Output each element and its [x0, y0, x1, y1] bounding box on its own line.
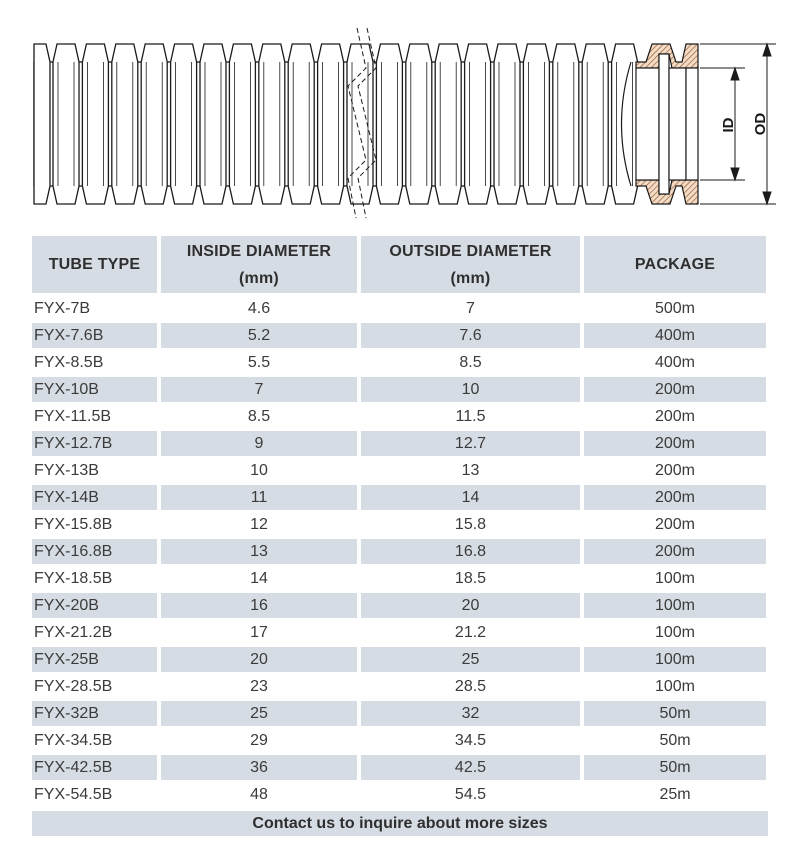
tube-type-cell: FYX-25B — [32, 647, 157, 672]
tube-type-cell: FYX-54.5B — [34, 786, 113, 803]
outside-diameter-cell: 8.5 — [459, 354, 482, 371]
inside-diameter-cell: 16 — [161, 593, 357, 618]
header-outside-diameter — [361, 236, 580, 293]
inside-diameter-cell: 10 — [250, 462, 268, 479]
inside-diameter-cell: 9 — [161, 431, 357, 456]
table-row — [32, 512, 768, 537]
tube-type-cell: FYX-16.8B — [32, 539, 157, 564]
table-row — [32, 323, 768, 348]
inside-diameter-cell: 29 — [250, 732, 268, 749]
arrow-down-icon — [731, 168, 739, 180]
table-row — [32, 782, 768, 807]
id-label: ID — [720, 117, 737, 133]
table-row — [32, 458, 768, 483]
package-cell: 200m — [584, 377, 766, 402]
package-cell: 400m — [584, 323, 766, 348]
corrugated-tube-diagram — [0, 0, 790, 230]
package-cell: 200m — [654, 516, 696, 533]
outside-diameter-cell: 21.2 — [454, 624, 487, 641]
inside-diameter-cell: 5.5 — [247, 354, 271, 371]
inside-diameter-cell: 48 — [250, 786, 268, 803]
tube-type-cell: FYX-10B — [32, 377, 157, 402]
outside-diameter-cell: 7.6 — [361, 323, 580, 348]
inside-diameter-cell: 5.2 — [161, 323, 357, 348]
package-cell: 400m — [654, 354, 696, 371]
arrow-up-icon — [731, 68, 739, 80]
tube-type-cell: FYX-21.2B — [34, 624, 113, 641]
package-cell: 100m — [584, 647, 766, 672]
tube-type-cell: FYX-7B — [34, 300, 91, 317]
header-package — [584, 236, 766, 293]
inside-diameter-cell: 7 — [161, 377, 357, 402]
header-label: PACKAGE — [634, 256, 716, 273]
table-row — [32, 593, 768, 618]
contact-footer: Contact us to inquire about more sizes — [32, 811, 768, 836]
header-label: TUBE TYPE — [48, 256, 141, 273]
tube-type-cell: FYX-28.5B — [34, 678, 113, 695]
table-row — [32, 350, 768, 375]
package-cell: 50m — [659, 732, 691, 749]
table-row — [32, 404, 768, 429]
tube-type-cell: FYX-14B — [32, 485, 157, 510]
package-cell: 100m — [584, 593, 766, 618]
table-row — [32, 647, 768, 672]
header-label: INSIDE DIAMETER — [186, 242, 332, 260]
tube-type-cell: FYX-42.5B — [32, 755, 157, 780]
inside-diameter-cell: 25 — [161, 701, 357, 726]
header-label: OUTSIDE DIAMETER — [389, 242, 552, 260]
package-cell: 100m — [654, 678, 696, 695]
outside-diameter-cell: 34.5 — [454, 732, 487, 749]
package-cell: 50m — [584, 701, 766, 726]
tube-type-cell: FYX-11.5B — [34, 408, 112, 425]
arrow-up-icon — [763, 44, 771, 56]
arrow-down-icon — [763, 192, 771, 204]
table-row — [32, 701, 768, 726]
package-cell: 25m — [659, 786, 691, 803]
tube-type-cell: FYX-34.5B — [34, 732, 113, 749]
table-row — [32, 485, 768, 510]
tube-type-cell: FYX-7.6B — [32, 323, 157, 348]
table-row — [32, 377, 768, 402]
tube-type-cell: FYX-20B — [32, 593, 157, 618]
outside-diameter-cell: 15.8 — [454, 516, 487, 533]
table-row — [32, 728, 768, 753]
outside-diameter-cell: 32 — [361, 701, 580, 726]
package-cell: 100m — [654, 570, 696, 587]
inside-diameter-cell: 13 — [161, 539, 357, 564]
table-row — [32, 674, 768, 699]
package-cell: 200m — [584, 485, 766, 510]
tube-type-cell: FYX-8.5B — [34, 354, 104, 371]
outside-diameter-cell: 16.8 — [361, 539, 580, 564]
table-row — [32, 620, 768, 645]
table-row — [32, 539, 768, 564]
inside-diameter-cell: 36 — [161, 755, 357, 780]
inside-diameter-cell: 11 — [161, 485, 357, 510]
header-tube-type — [32, 236, 157, 293]
package-cell: 200m — [584, 431, 766, 456]
package-cell: 500m — [654, 300, 696, 317]
tube-type-cell: FYX-12.7B — [32, 431, 157, 456]
inside-diameter-cell: 20 — [161, 647, 357, 672]
header-unit: (mm) — [239, 269, 279, 287]
package-cell: 50m — [584, 755, 766, 780]
header-unit: (mm) — [450, 269, 491, 287]
outside-diameter-cell: 28.5 — [454, 678, 487, 695]
outside-diameter-cell: 25 — [361, 647, 580, 672]
outside-diameter-cell: 54.5 — [454, 786, 487, 803]
inside-diameter-cell: 17 — [250, 624, 268, 641]
outside-diameter-cell: 42.5 — [361, 755, 580, 780]
table-row — [32, 755, 768, 780]
tube-ribs — [34, 44, 638, 204]
od-label: OD — [752, 112, 769, 136]
outside-diameter-cell: 14 — [361, 485, 580, 510]
outside-diameter-cell: 13 — [461, 462, 480, 479]
outside-diameter-cell: 20 — [361, 593, 580, 618]
header-inside-diameter — [161, 236, 357, 293]
package-cell: 100m — [654, 624, 696, 641]
package-cell: 200m — [584, 539, 766, 564]
inside-diameter-cell: 12 — [250, 516, 268, 533]
inside-diameter-cell: 4.6 — [247, 300, 271, 317]
inside-diameter-cell: 23 — [250, 678, 268, 695]
outside-diameter-cell: 11.5 — [455, 408, 486, 425]
outside-diameter-cell: 12.7 — [361, 431, 580, 456]
package-cell: 200m — [654, 408, 696, 425]
outside-diameter-cell: 18.5 — [454, 570, 487, 587]
table-row — [32, 296, 768, 321]
table-row — [32, 431, 768, 456]
tube-type-cell: FYX-15.8B — [34, 516, 113, 533]
table-row — [32, 566, 768, 591]
tube-type-cell: FYX-13B — [34, 462, 99, 479]
outside-diameter-cell: 7 — [466, 300, 475, 317]
tube-type-cell: FYX-18.5B — [34, 570, 113, 587]
inside-diameter-cell: 14 — [250, 570, 268, 587]
inside-diameter-cell: 8.5 — [247, 408, 271, 425]
outside-diameter-cell: 10 — [361, 377, 580, 402]
package-cell: 200m — [654, 462, 696, 479]
tube-type-cell: FYX-32B — [32, 701, 157, 726]
